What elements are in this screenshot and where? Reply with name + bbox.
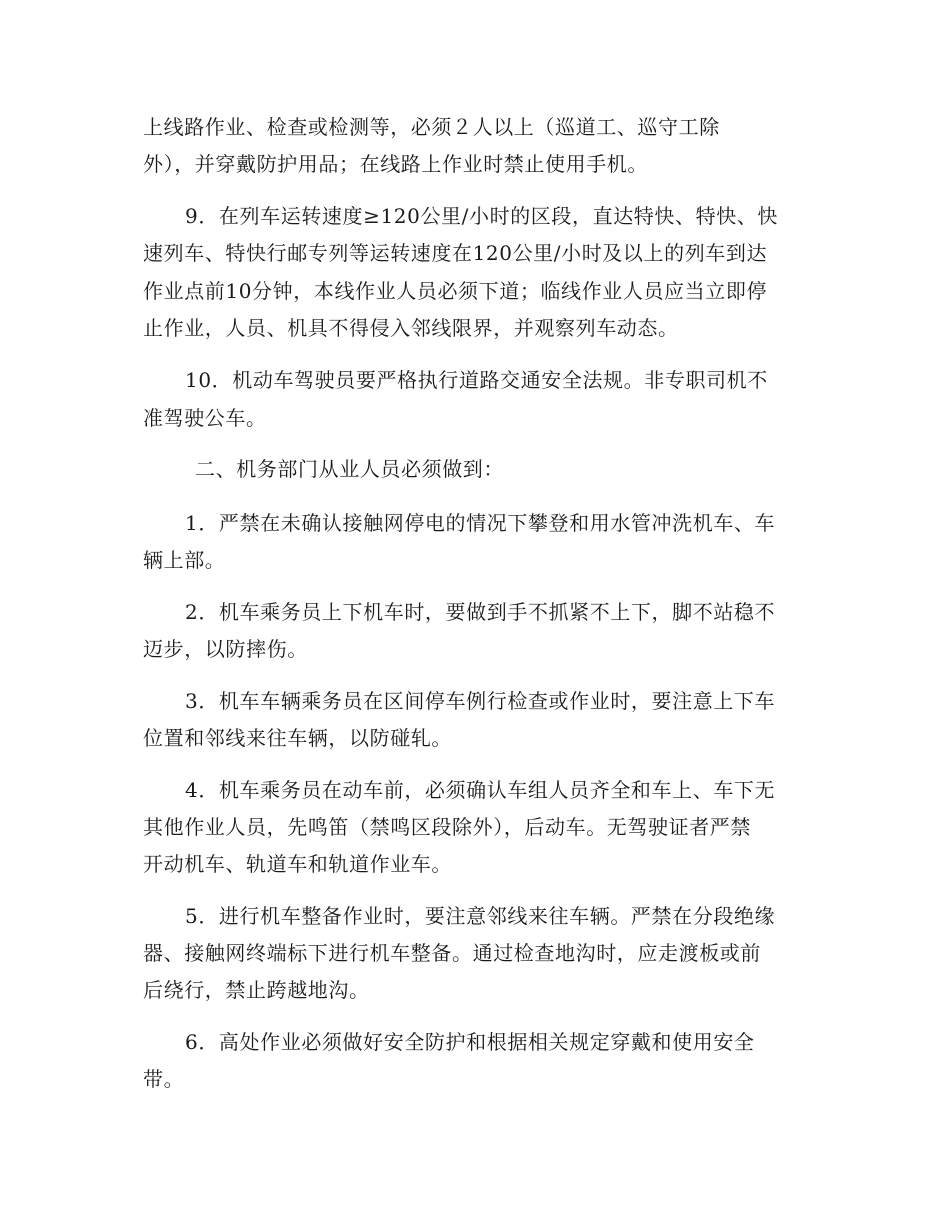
text-line: 速列车、特快行邮专列等运转速度在120公里/小时及以上的列车到达	[143, 241, 768, 265]
text-line: 上线路作业、检查或检测等，必须２人以上（巡道工、巡守工除	[143, 115, 720, 139]
item-3-line: 3．机车车辆乘务员在区间停车例行检查或作业时，要注意上下车	[185, 689, 776, 713]
text-line: 器、接触网终端标下进行机车整备。通过检查地沟时，应走渡板或前	[143, 941, 761, 965]
text-line: 止作业，人员、机具不得侵入邻线限界，并观察列车动态。	[143, 316, 679, 340]
text-line: 其他作业人员，先鸣笛（禁鸣区段除外），后动车。无驾驶证者严禁	[143, 815, 751, 839]
text-line: 准驾驶公车。	[143, 406, 267, 430]
text-line: 后绕行，禁止跨越地沟。	[143, 978, 370, 1002]
paragraph-9-line: 9．在列车运转速度≥120公里/小时的区段，直达特快、特快、快	[185, 204, 778, 228]
section-heading: 二、机务部门从业人员必须做到：	[195, 457, 504, 481]
text-line: 迈步，以防摔伤。	[143, 637, 308, 661]
text-line: 带。	[143, 1067, 185, 1091]
paragraph-10-line: 10．机动车驾驶员要严格执行道路交通安全法规。非专职司机不	[185, 368, 768, 392]
item-2-line: 2．机车乘务员上下机车时，要做到手不抓紧不上下，脚不站稳不	[185, 600, 776, 624]
text-line: 作业点前10分钟，本线作业人员必须下道；临线作业人员应当立即停	[143, 279, 768, 303]
text-line: 位置和邻线来往车辆，以防碰轧。	[143, 726, 452, 750]
text-line: 辆上部。	[143, 548, 226, 572]
item-4-line: 4．机车乘务员在动车前，必须确认车组人员齐全和车上、车下无	[185, 778, 776, 802]
text-line: 开动机车、轨道车和轨道作业车。	[143, 852, 452, 876]
text-line: 外），并穿戴防护用品；在线路上作业时禁止使用手机。	[143, 152, 648, 176]
item-5-line: 5．进行机车整备作业时，要注意邻线来往车辆。严禁在分段绝缘	[185, 904, 776, 928]
item-6-line: 6．高处作业必须做好安全防护和根据相关规定穿戴和使用安全	[185, 1030, 755, 1054]
item-1-line: 1．严禁在未确认接触网停电的情况下攀登和用水管冲洗机车、车	[185, 511, 776, 535]
